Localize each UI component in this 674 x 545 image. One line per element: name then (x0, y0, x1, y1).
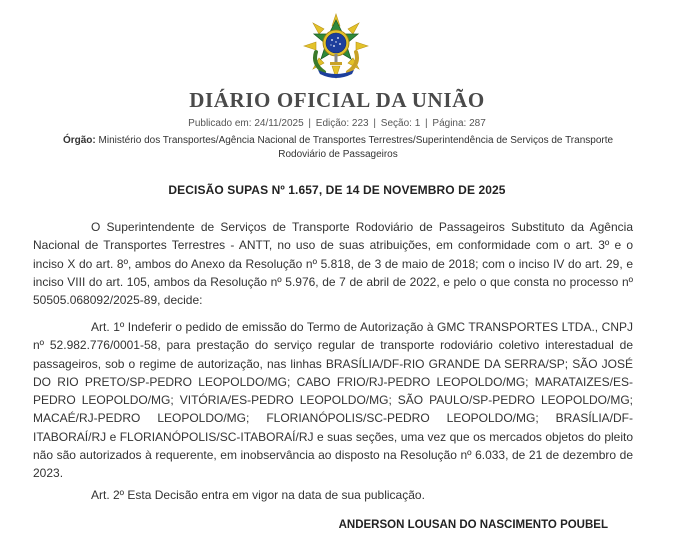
issuing-body (40, 134, 636, 161)
decision-title: DECISÃO SUPAS Nº 1.657, DE 14 DE NOVEMBRO DE 2025 (168, 183, 506, 197)
publication-info: Publicado em: 24/11/2025 | Edição: 223 | Seção: 1 | Página: 287 (188, 118, 486, 129)
signature-name: ANDERSON LOUSAN DO NASCIMENTO POUBEL (338, 519, 608, 531)
published-date: Publicado em: 24/11/2025 (188, 118, 304, 129)
edition-number: Edição: 223 (315, 118, 369, 129)
preamble-paragraph: O Superintendente de Serviços de Transporte Rodoviário de Passageiros Substituto da Agência Nacional de Transportes Terrestres - ANTT, no uso de suas atribuições, em conformidade com o art. 3º e o inciso X do art. 8º, ambos do Anexo da Resolução nº 5.818, de 3 de maio de 2018; com o inciso IV do art. 29, e inciso VIII do art. 105, ambos da Resolução nº 5.976, de 7 de abril de 2022, e pelo o que consta no processo nº 50505.068092/2025-89, decide: (33, 220, 633, 308)
brazil-coat-of-arms-icon (302, 12, 370, 80)
issuing-body-text: Ministério dos Transportes/Agência Nacional de Transportes Terrestres/Superintendência de Serviços de Transporte Rodoviário de Passageiros (98, 135, 614, 160)
page-number: Página: 287 (432, 118, 486, 129)
section-number: Seção: 1 (380, 118, 421, 129)
issuing-body-label: Órgão: (62, 135, 96, 146)
article-2-paragraph: Art. 2º Esta Decisão entra em vigor na data de sua publicação. (91, 488, 425, 502)
gazette-title: DIÁRIO OFICIAL DA UNIÃO (189, 88, 485, 112)
article-1-paragraph: Art. 1º Indeferir o pedido de emissão do Termo de Autorização à GMC TRANSPORTES LTDA., CNPJ nº 52.982.776/0001-58, para prestação do serviço regular de transporte rodoviário coletivo interestadual de passageiros, sob o regime de autorização, nas linhas BRASÍLIA/DF-RIO GRANDE DA SERRA/SP; SÃO JOSÉ DO RIO PRETO/SP-PEDRO LEOPOLDO/MG; CABO FRIO/RJ-PEDRO LEOPOLDO/MG; MARATAIZES/ES-PEDRO LEOPOLDO/MG; VITÓRIA/ES-PEDRO LEOPOLDO/MG; SÃO PAULO/SP-PEDRO LEOPOLDO/MG; MACAÉ/RJ-PEDRO LEOPOLDO/MG; FLORIANÓPOLIS/SC-PEDRO LEOPOLDO/MG; BRASÍLIA/DF-ITABORAÍ/RJ e FLORIANÓPOLIS/SC-ITABORAÍ/RJ e suas seções, uma vez que os mercados objetos do pleito não são autorizados à requerente, em inobservância ao disposto na Resolução nº 6.033, de 21 de dezembro de 2023. (33, 320, 633, 481)
